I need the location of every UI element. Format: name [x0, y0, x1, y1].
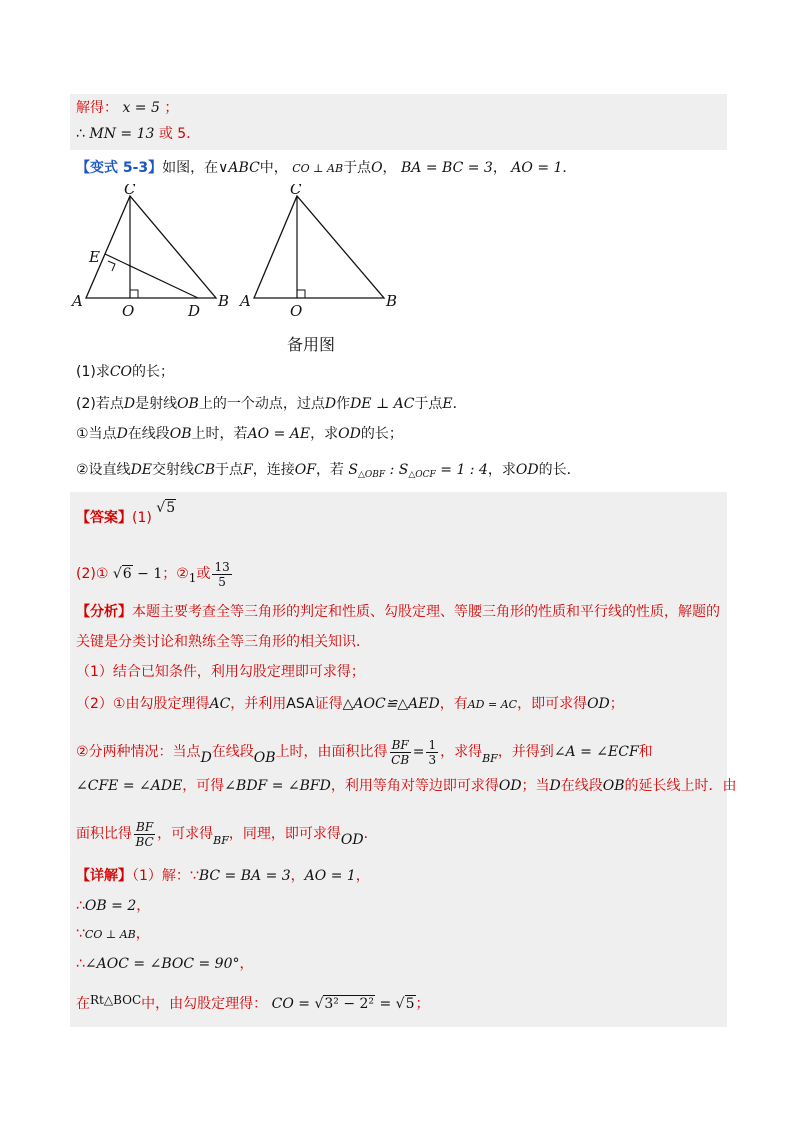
answer-fraction-den: 5 [218, 574, 226, 589]
analysis-4d: 证得 [314, 696, 343, 712]
q3-ao-ae: AO = AE [247, 426, 311, 442]
perp-condition: CO ⊥ AB [292, 162, 344, 175]
analysis-5-frac-1-3 [426, 738, 438, 767]
analysis-5e: 上时，由面积比得 [275, 744, 388, 760]
triangle-symbol: ∨ [218, 160, 229, 176]
lengths-condition: BA = BC = 3 [401, 160, 493, 176]
q4-f: F [243, 462, 253, 478]
q2-c: 是射线 [135, 396, 178, 412]
label-o-right: O [290, 302, 303, 320]
detail-2c: ， [136, 898, 151, 914]
answer-p2-sep: ；② [162, 566, 189, 582]
analysis-5-frac-den: CB [391, 752, 410, 767]
analysis-7d: ，同理，即可求得 [228, 826, 341, 842]
left-triangle [86, 196, 216, 298]
detail-4c: ， [239, 956, 254, 972]
analysis-7-frac-num: BF [136, 819, 154, 834]
analysis-7-frac-bf-bc [134, 820, 155, 849]
q2-a: (2)若点 [76, 396, 124, 412]
answer-fraction-num: 13 [214, 559, 230, 574]
q3-ob: OB [169, 426, 192, 442]
q4-c: 交射线 [152, 462, 195, 478]
detail-1-bc-ba: BC = BA = 3 [198, 868, 291, 884]
analysis-4-od: OD [587, 696, 610, 712]
top-line-1 [76, 98, 178, 118]
label-o-left: O [122, 302, 135, 320]
foot-point: O [371, 160, 383, 176]
analysis-6-angle-2: ∠BDF = ∠BFD [224, 778, 331, 794]
detail-3c: ， [135, 926, 150, 942]
detail-line-3 [76, 924, 150, 945]
problem-sep: ， [382, 160, 397, 176]
top-line-1-tail: ； [164, 100, 179, 116]
q4-de: DE [130, 462, 153, 478]
analysis-5-frac2-den: 3 [428, 752, 437, 767]
q3-i: 的长； [360, 426, 403, 442]
analysis-4h: ，即可求得 [517, 696, 588, 712]
detail-2-therefore: ∴ [76, 898, 85, 914]
mn-equation: MN = 13 [89, 126, 155, 142]
analysis-4-ad-ac: AD = AC [467, 698, 518, 711]
analysis-5-frac-bf-cb [390, 738, 411, 767]
analysis-4-congruence: △AOC≌△AED [342, 696, 440, 712]
mn-alt: 或 5． [158, 126, 201, 142]
analysis-5f: ，求得 [440, 744, 483, 760]
detail-5-radicand: 3² − 2² [324, 996, 375, 1012]
analysis-6b: ，可得 [182, 778, 225, 794]
q4-ratio: = 1 : 4 [435, 462, 488, 478]
detail-4-angles: ∠AOC = ∠BOC = 90° [84, 956, 240, 972]
detail-5-radicand-2: 5 [405, 996, 415, 1012]
detail-1c: ， [290, 868, 305, 884]
answer-tag: 【答案】 [76, 510, 132, 526]
analysis-5a: ②分两种情况：当点 [76, 744, 201, 760]
problem-statement [76, 158, 576, 179]
q3-a: ①当点 [76, 426, 117, 442]
detail-line-1 [76, 866, 370, 886]
label-b-right: B [386, 292, 398, 310]
analysis-line-7 [76, 816, 378, 859]
analysis-5h: ，并得到 [497, 744, 554, 760]
q4-g: ，连接 [252, 462, 295, 478]
question-1 [76, 362, 174, 382]
q2-i: 于点 [414, 396, 443, 412]
analysis-text-1: 本题主要考查全等三角形的判定和性质、勾股定理、等腰三角形的性质和平行线的性质，解题的 [132, 604, 720, 620]
label-c-right: C [290, 184, 302, 198]
q2-e-point: E [442, 396, 453, 412]
detail-5a: 在 [76, 996, 90, 1012]
q4-area-ratio [348, 462, 487, 478]
analysis-6j: 的延长线上时．由 [624, 778, 737, 794]
answer-sqrt5-radicand: 5 [166, 500, 176, 516]
analysis-6h: 在线段 [560, 778, 603, 794]
q4-s2: S [398, 462, 409, 478]
q2-d: D [123, 396, 136, 412]
label-a-left: A [72, 292, 83, 310]
q3-od: OD [338, 426, 361, 442]
answer-one: 1 [188, 571, 197, 585]
detail-5-co-formula: CO = √3² − 2² = √5 [271, 996, 415, 1012]
analysis-4a: （2）①由勾股定理得 [76, 696, 210, 712]
q3-g: ，求 [310, 426, 339, 442]
analysis-7-frac-den: BC [135, 834, 154, 849]
therefore-symbol: ∴ [76, 126, 85, 142]
q4-cb: CB [194, 462, 216, 478]
label-a-right: A [240, 292, 251, 310]
analysis-5-frac-num: BF [391, 737, 409, 752]
analysis-line-5 [76, 734, 653, 777]
analysis-5-bf: BF [482, 752, 498, 765]
analysis-7-bf: BF [213, 834, 229, 847]
analysis-5-frac2-num: 1 [428, 737, 437, 752]
analysis-4f: ，有 [439, 696, 468, 712]
figure-caption: 备用图 [287, 335, 336, 354]
analysis-6-od: OD [498, 778, 522, 794]
answer-p1: (1) [132, 510, 152, 526]
q2-de-perp: DE ⊥ AC [350, 396, 415, 412]
answer-or: 或 [196, 566, 211, 582]
foot-text: 于点 [343, 160, 372, 176]
q4-colon: : [385, 462, 399, 478]
answer-sqrt6-radicand: 6 [122, 566, 132, 582]
analysis-5-ob: OB [253, 750, 276, 766]
q4-s1-sub: △OBF [357, 470, 386, 480]
analysis-4j: ； [609, 696, 624, 712]
q2-g: 作 [336, 396, 351, 412]
geometry-figure [68, 184, 488, 324]
answer-sqrt6: √6 − 1 [112, 566, 163, 582]
top-line-2 [76, 124, 200, 144]
analysis-4-ac: AC [209, 696, 231, 712]
q1-co: CO [109, 364, 133, 380]
q4-a: ②设直线 [76, 462, 131, 478]
q1-a: (1)求 [76, 364, 110, 380]
analysis-line-3 [76, 662, 365, 682]
analysis-5j: 和 [638, 744, 653, 760]
detail-2-ob: OB = 2 [84, 898, 137, 914]
detail-3-perp: CO ⊥ AB [84, 928, 136, 941]
q3-e: 上时，若 [191, 426, 248, 442]
label-e-left: E [89, 248, 100, 266]
question-2 [76, 394, 467, 414]
problem-intro: 如图，在 [162, 160, 219, 176]
solve-label: 解得： [76, 100, 118, 116]
variant-tag: 【变式 5-3】 [76, 160, 163, 176]
detail-tag: 【详解】 [76, 868, 132, 884]
q4-j: ，求 [487, 462, 516, 478]
analysis-7b: ，可求得 [157, 826, 214, 842]
analysis-line-4 [76, 694, 624, 715]
label-c-left: C [124, 184, 136, 198]
q4-i: ，若 [315, 462, 344, 478]
q2-d2: D [324, 396, 337, 412]
q3-d: D [116, 426, 128, 442]
answer-sqrt5: √5 [156, 500, 176, 516]
analysis-7-od: OD [340, 832, 364, 848]
detail-5c: 中，由勾股定理得： [141, 996, 268, 1012]
q4-s1: S [348, 462, 358, 478]
answer-line-2 [76, 556, 234, 596]
detail-1-ao: AO = 1 [304, 868, 356, 884]
q2-ob: OB [177, 396, 199, 412]
q4-e: 于点 [215, 462, 244, 478]
analysis-6-angle-1: ∠CFE = ∠ADE [76, 778, 183, 794]
analysis-6d: ，利用等角对等边即可求得 [330, 778, 499, 794]
detail-1a: （1）解：∵ [132, 868, 199, 884]
answer-p2-label: (2)① [76, 566, 109, 582]
analysis-5-angle-eq: ∠A = ∠ECF [553, 744, 639, 760]
ao-condition: AO = 1 [511, 160, 563, 176]
right-angle-e [108, 261, 115, 271]
analysis-6-ob: OB [602, 778, 625, 794]
right-right-angle-o [297, 290, 305, 298]
q4-od: OD [515, 462, 539, 478]
q4-of: OF [294, 462, 316, 478]
q1-c: 的长； [132, 364, 175, 380]
q4-s2-sub: △OCF [408, 470, 436, 480]
analysis-5-d: D [200, 750, 212, 766]
analysis-6f: ；当 [521, 778, 550, 794]
detail-1e: ， [355, 868, 370, 884]
q2-k: ． [452, 396, 467, 412]
q2-e: 上的一个动点，过点 [198, 396, 325, 412]
answer-line-1 [76, 500, 176, 528]
question-2-2 [76, 460, 581, 485]
problem-sep2: ， [492, 160, 507, 176]
triangle-abc: ABC [228, 160, 260, 176]
analysis-6-d: D [549, 778, 561, 794]
analysis-4c: ，并利用 [230, 696, 287, 712]
right-triangle [254, 196, 384, 298]
analysis-text-3: （1）结合已知条件，利用勾股定理即可求得； [76, 664, 365, 680]
detail-4-therefore: ∴ [76, 956, 85, 972]
analysis-4-asa: ASA [286, 696, 315, 712]
analysis-7f: ． [363, 826, 378, 842]
analysis-line-1 [76, 602, 720, 622]
analysis-tag: 【分析】 [76, 604, 132, 620]
analysis-5c: 在线段 [211, 744, 254, 760]
question-2-1 [76, 424, 403, 444]
problem-end: ． [562, 160, 577, 176]
answer-minus-one: − 1 [132, 566, 163, 582]
analysis-text-2: 关键是分类讨论和熟练全等三角形的相关知识． [76, 634, 370, 650]
detail-line-2 [76, 896, 150, 916]
label-b-left: B [218, 292, 230, 310]
detail-5-co: CO = [271, 996, 315, 1012]
q3-c: 在线段 [127, 426, 170, 442]
answer-fraction [212, 560, 231, 589]
detail-5f: ； [415, 996, 430, 1012]
detail-5-eq: = [375, 996, 396, 1012]
detail-line-5 [76, 990, 430, 1014]
analysis-5-eq: = [412, 744, 425, 760]
detail-3-because: ∵ [76, 926, 85, 942]
analysis-7a: 面积比得 [76, 826, 132, 842]
detail-line-4 [76, 954, 254, 974]
analysis-line-2 [76, 632, 370, 652]
problem-middle: 中， [259, 160, 288, 176]
x-equation: x = 5 [122, 100, 160, 116]
analysis-line-6 [76, 776, 737, 796]
label-d-left: D [188, 302, 201, 320]
left-right-angle-o [130, 290, 138, 298]
detail-5-rt-triangle: Rt△BOC [90, 993, 142, 1007]
q4-l: 的长． [538, 462, 581, 478]
